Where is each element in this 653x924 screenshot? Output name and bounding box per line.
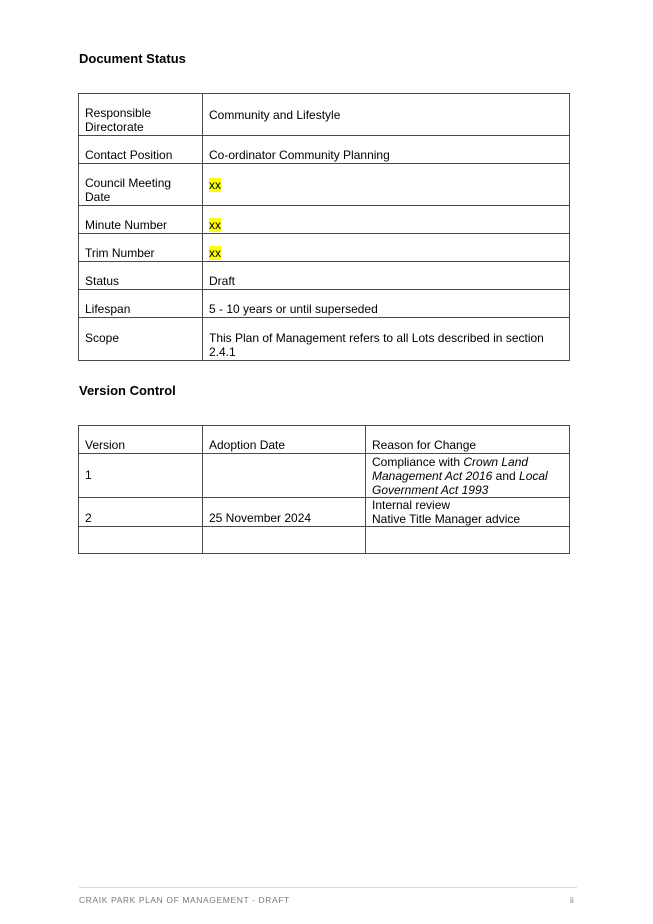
row-label: Lifespan bbox=[79, 290, 203, 318]
act-name: Crown Land Management Act 2016 bbox=[372, 455, 529, 483]
row-label: Minute Number bbox=[79, 206, 203, 234]
table-row bbox=[79, 290, 570, 318]
row-value: Community and Lifestyle bbox=[203, 94, 570, 136]
row-label: Scope bbox=[79, 318, 203, 361]
column-header: Reason for Change bbox=[366, 426, 570, 454]
table-row bbox=[79, 94, 570, 136]
reason-line: Native Title Manager advice bbox=[372, 512, 521, 526]
version-control-heading: Version Control bbox=[79, 383, 176, 398]
version-cell: 2 bbox=[79, 498, 203, 527]
row-value: Draft bbox=[203, 262, 570, 290]
reason-text: Compliance with bbox=[372, 455, 464, 469]
table-row bbox=[79, 498, 570, 527]
table-row bbox=[79, 262, 570, 290]
highlighted-placeholder: xx bbox=[209, 178, 221, 192]
row-value bbox=[203, 234, 570, 262]
reason-cell bbox=[366, 527, 570, 554]
table-row bbox=[79, 164, 570, 206]
row-label: Responsible Directorate bbox=[79, 94, 203, 136]
column-header: Version bbox=[79, 426, 203, 454]
reason-cell bbox=[366, 498, 570, 527]
footer-divider bbox=[79, 887, 577, 888]
version-cell bbox=[79, 527, 203, 554]
date-cell bbox=[203, 454, 366, 498]
date-cell: 25 November 2024 bbox=[203, 498, 366, 527]
table-row bbox=[79, 527, 570, 554]
row-value bbox=[203, 164, 570, 206]
table-row bbox=[79, 318, 570, 361]
page-number: ii bbox=[570, 895, 574, 905]
row-label: Council Meeting Date bbox=[79, 164, 203, 206]
reason-text: and bbox=[492, 469, 520, 483]
highlighted-placeholder: xx bbox=[209, 218, 221, 232]
act-name: Local Government Act 1993 bbox=[372, 469, 548, 497]
version-cell: 1 bbox=[79, 454, 203, 498]
row-value: 5 - 10 years or until superseded bbox=[203, 290, 570, 318]
document-status-table bbox=[78, 93, 570, 361]
document-status-heading: Document Status bbox=[79, 51, 186, 66]
footer-title: CRAIK PARK PLAN OF MANAGEMENT - DRAFT bbox=[79, 895, 290, 905]
row-value: This Plan of Management refers to all Lots described in section 2.4.1 bbox=[203, 318, 570, 361]
table-row bbox=[79, 234, 570, 262]
table-row bbox=[79, 206, 570, 234]
table-row bbox=[79, 136, 570, 164]
column-header: Adoption Date bbox=[203, 426, 366, 454]
table-header-row bbox=[79, 426, 570, 454]
reason-line: Internal review bbox=[372, 498, 451, 512]
row-label: Trim Number bbox=[79, 234, 203, 262]
row-label: Status bbox=[79, 262, 203, 290]
highlighted-placeholder: xx bbox=[209, 246, 221, 260]
date-cell bbox=[203, 527, 366, 554]
row-label: Contact Position bbox=[79, 136, 203, 164]
reason-cell bbox=[366, 454, 570, 498]
row-value: Co-ordinator Community Planning bbox=[203, 136, 570, 164]
table-row bbox=[79, 454, 570, 498]
version-control-table bbox=[78, 425, 570, 554]
row-value bbox=[203, 206, 570, 234]
